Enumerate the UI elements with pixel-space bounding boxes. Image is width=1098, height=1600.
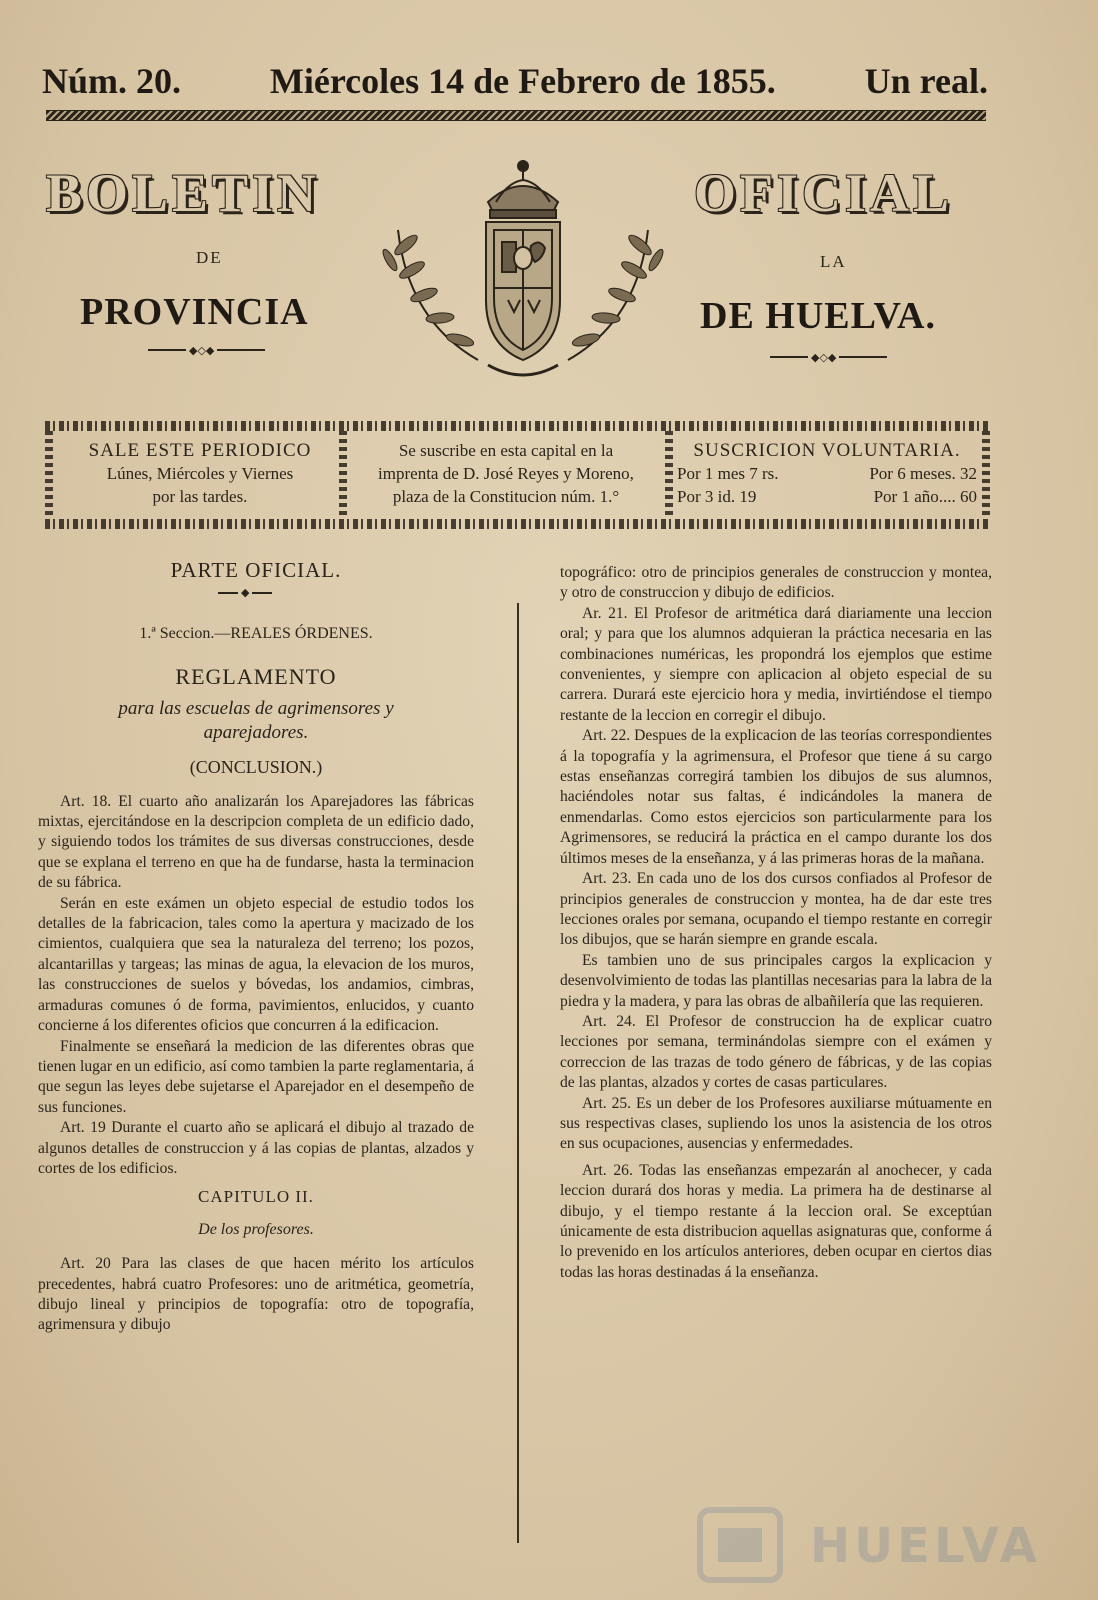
left-column — [38, 560, 474, 1336]
info-col1-line1: SALE ESTE PERIODICO — [88, 440, 312, 461]
chain-border-top — [45, 421, 990, 431]
article-20-continued: topográfico: otro de principios generales de construccion y montea, y otro de construccion y dibujo de edificios. — [560, 564, 992, 602]
title-boletin: BOLETIN — [46, 163, 321, 223]
issue-number: Núm. 20. — [42, 61, 182, 101]
title-de: DE — [196, 248, 223, 267]
info-col1-line3: por las tardes. — [152, 487, 248, 506]
right-column — [560, 563, 992, 1283]
article-26: Art. 26. Todas las enseñanzas empezarán al anochecer, y cada leccion durará dos horas y media. La primera ha de destinarse al dibujo, y el tiempo restante á la leccion oral. Se exceptúan únicamente de esta distribucion aquellas asignaturas que, conforme á lo prevenido en los artículos anteriores, deben ocupar en ciertos dias todas las horas destinadas á la enseñanza. — [560, 1161, 992, 1281]
issue-price: Un real. — [864, 61, 988, 101]
article-25: Art. 25. Es un deber de los Profesores auxiliarse mútuamente en sus respectivas clases, supliendo los unos la asistencia de los otros en sus ocupaciones, ausencias y enfermedades. — [560, 1094, 992, 1153]
article-24: Art. 24. El Profesor de construccion ha de explicar cuatro lecciones por semana, terminándolas siempre con el exámen y correccion de las trazas de todo género de fábricas, y de las copias de las plantas, alzados y cortes de casas particulares. — [560, 1012, 992, 1092]
info-subscription-place — [351, 439, 661, 508]
info-col2-line1: Se suscribe en esta capital en la — [398, 441, 614, 460]
chain-border-right — [982, 431, 990, 519]
chain-border-bottom — [45, 519, 990, 529]
article-18-paragraph-2: Serán en este exámen un objeto especial de estudio todos los detalles de la fabricacion, tales como la apertura y macizado de los cimientos, cualquiera que sea la naturaleza del terreno; los pozos, alcantarillas y targeas; las minas de agua, la elevacion de los muros, las construcciones de suelos y bóvedas, los andamios, cimbras, armaduras comunes ó de forma, pavimientos, enlucidos, y cuanto concierne á los diferentes oficios que concurren á la edificacion. — [38, 894, 474, 1035]
reglamento-title: REGLAMENTO — [175, 663, 337, 689]
title-provincia: PROVINCIA — [80, 291, 309, 333]
price-1-year: Por 1 año.... 60 — [873, 487, 977, 506]
article-20: Art. 20 Para las clases de que hacen mérito los artículos precedentes, habrá cuatro Profesores: uno de aritmética, geometría, dibujo lineal y principios de topografía: otro de topografía, agrimensura y dibujo — [38, 1255, 474, 1334]
chain-divider-2 — [665, 431, 673, 519]
price-row-1 — [677, 462, 977, 485]
price-6-months: Por 6 meses. 32 — [869, 464, 977, 483]
archive-seal-icon — [690, 1500, 790, 1590]
title-de-huelva: DE HUELVA. — [700, 295, 936, 337]
price-1-month: Por 1 mes 7 rs. — [677, 464, 779, 483]
info-col2-line2: imprenta de D. José Reyes y Moreno, — [378, 464, 634, 483]
chain-border-left — [45, 431, 53, 519]
reglamento-subtitle: para las escuelas de agrimensores y aparejadores. — [118, 698, 394, 744]
masthead-rule — [46, 110, 986, 121]
article-22: Art. 22. Despues de la explicacion de las teorías correspondientes á la topografía y la agrimensura, el Profesor que tiene á su cargo estas enseñanzas corregirá tambien los dibujos de sus alumnos, haciéndoles notar sus faltas, é indicándoles la manera de enmendarlas. Como estos ejercicios son particularmente para los Agrimensores, se reducirá la práctica en el campo durante los dos últimos meses de la enseñanza, y á las primeras horas de la mañana. — [560, 727, 992, 867]
article-19: Art. 19 Durante el cuarto año se aplicará el dibujo al trazado de algunos detalles de construccion y á las copias de plantas, alzados y cortes de los edificios. — [38, 1119, 474, 1177]
profesores-heading: De los profesores. — [198, 1220, 314, 1238]
article-18-paragraph-3: Finalmente se enseñará la medicion de las diferentes obras que tienen lugar en un edificio, así como tambien la parte reglamentaria, á que segun las leyes debe sujetarse el Aparejador en el desempeño de sus funciones. — [38, 1037, 475, 1116]
title-la: LA — [820, 252, 847, 271]
info-col3-title: SUSCRICION VOLUNTARIA. — [693, 440, 961, 461]
conclusion-label: (CONCLUSION.) — [189, 757, 323, 778]
section-heading-parte-oficial: PARTE OFICIAL. — [170, 558, 342, 582]
info-col2-line3: plaza de la Constitucion núm. 1.° — [392, 487, 620, 506]
masthead-line — [42, 58, 988, 102]
info-col1-line2: Lúnes, Miércoles y Viernes — [106, 464, 294, 483]
title-ornament-left: ◆◇◆ — [148, 345, 265, 355]
capitulo-heading: CAPITULO II. — [198, 1187, 314, 1207]
column-divider — [517, 603, 519, 1543]
archive-watermark — [690, 1500, 1041, 1590]
price-row-2 — [677, 485, 977, 508]
seccion-heading: 1.ª Seccion.—REALES ÓRDENES. — [139, 625, 373, 643]
article-23-paragraph-2: Es tambien uno de sus principales cargos la explicacion y desenvolvimiento de todas las plantillas necesarias para la labra de la piedra y la madera, y para las obras de albañilería que las requieren. — [560, 951, 992, 1010]
title-ornament-right: ◆◇◆ — [770, 352, 887, 362]
price-3-months: Por 3 id. 19 — [677, 487, 757, 506]
watermark-text: HUELVA — [810, 1518, 1041, 1574]
royal-coat-of-arms-icon — [368, 150, 678, 395]
subscription-info-box — [45, 421, 990, 529]
info-publication-days — [65, 439, 335, 508]
info-subscription-prices — [677, 439, 977, 508]
parte-ornament: ◆ — [218, 588, 654, 598]
title-oficial: OFICIAL — [694, 163, 954, 223]
article-21: Ar. 21. El Profesor de aritmética dará diariamente una leccion oral; y para que los alumnos adquieran la práctica necesaria en las combinaciones numéricas, les propondrá los ejemplos que estime convenientes, y siempre con aplicacion al objeto especial de su carrera. Durará este ejercicio hora y media, invirtiéndose el tiempo restante de la leccion en corregir el dibujo. — [560, 604, 992, 724]
article-18: Art. 18. El cuarto año analizarán los Aparejadores las fábricas mixtas, ejercitándose en la descripcion completa de un edificio dado, y siguiendo todos los trámites de sus diversas construcciones, desde que se explana el terreno en que ha de fundarse, hasta la terminacion de su fábrica. — [38, 792, 474, 892]
article-23: Art. 23. En cada uno de los dos cursos confiados al Profesor de principios generales de construccion y montea, ha de dar este tres lecciones orales por semana, ocupando el tiempo restante en corregir los dibujos, que se harán siempre en grande escala. — [560, 870, 992, 949]
chain-divider-1 — [339, 431, 347, 519]
issue-date: Miércoles 14 de Febrero de 1855. — [269, 61, 776, 101]
